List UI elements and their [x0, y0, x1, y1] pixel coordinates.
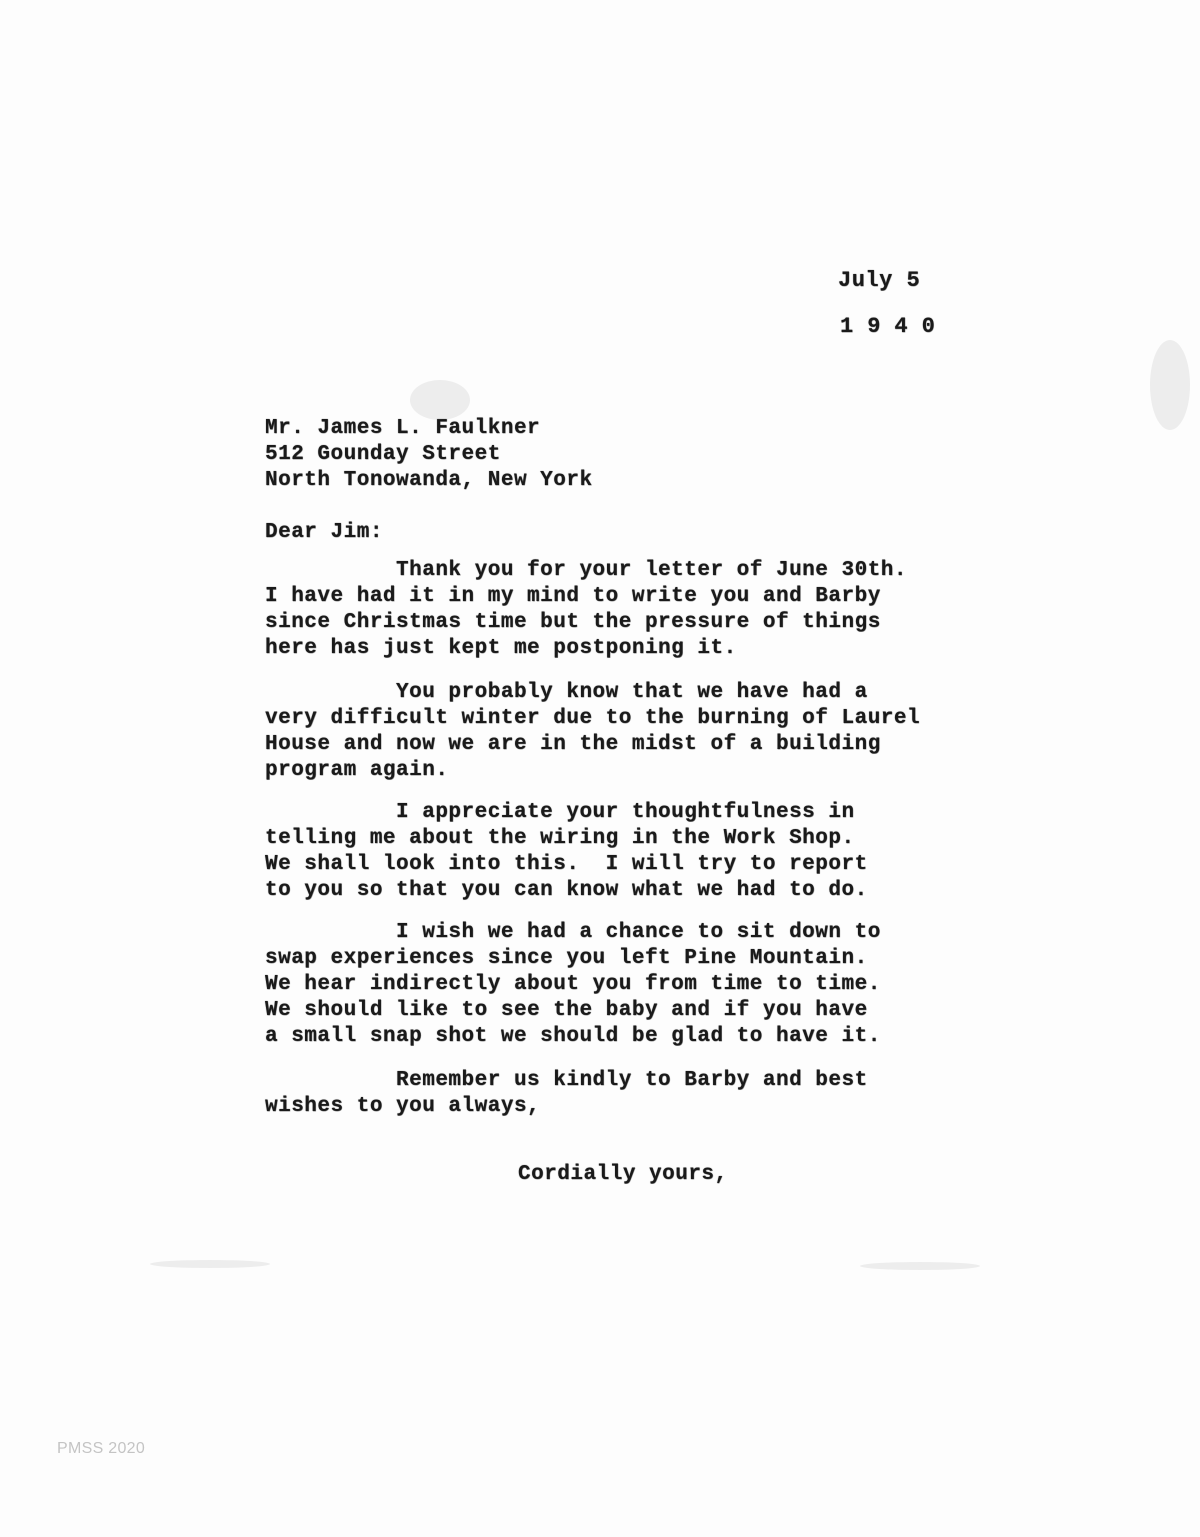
closing: Cordially yours,	[518, 1163, 728, 1186]
body-line: I have had it in my mind to write you and Barby	[265, 585, 881, 608]
body-line: Remember us kindly to Barby and best	[265, 1069, 868, 1092]
letter-date-month-day: July 5	[838, 268, 921, 293]
body-line: since Christmas time but the pressure of things	[265, 611, 881, 634]
body-line: very difficult winter due to the burning of Laurel	[265, 707, 921, 730]
salutation: Dear Jim:	[265, 521, 383, 544]
letter-date-year: 1940	[840, 314, 949, 339]
body-line: here has just kept me postponing it.	[265, 637, 737, 660]
body-line: telling me about the wiring in the Work Shop.	[265, 827, 855, 850]
body-line: to you so that you can know what we had to do.	[265, 879, 868, 902]
paper-speck	[410, 380, 470, 420]
body-line: We shall look into this. I will try to report	[265, 853, 868, 876]
paper-speck	[860, 1262, 980, 1270]
body-line: House and now we are in the midst of a building	[265, 733, 881, 756]
paper-speck	[1150, 340, 1190, 430]
body-line: You probably know that we have had a	[265, 681, 868, 704]
address-line-city: North Tonowanda, New York	[265, 469, 593, 492]
body-line: wishes to you always,	[265, 1095, 541, 1118]
body-line: We hear indirectly about you from time to time.	[265, 973, 881, 996]
paper-speck	[150, 1260, 270, 1268]
body-line: Thank you for your letter of June 30th.	[265, 559, 908, 582]
address-line-street: 512 Gounday Street	[265, 443, 501, 466]
archive-watermark: PMSS 2020	[57, 1440, 146, 1457]
body-line: swap experiences since you left Pine Mountain.	[265, 947, 868, 970]
body-line: I appreciate your thoughtfulness in	[265, 801, 855, 824]
body-line: a small snap shot we should be glad to have it.	[265, 1025, 881, 1048]
body-line: I wish we had a chance to sit down to	[265, 921, 881, 944]
address-line-name: Mr. James L. Faulkner	[265, 417, 541, 440]
body-line: program again.	[265, 759, 449, 782]
body-line: We should like to see the baby and if you have	[265, 999, 868, 1022]
